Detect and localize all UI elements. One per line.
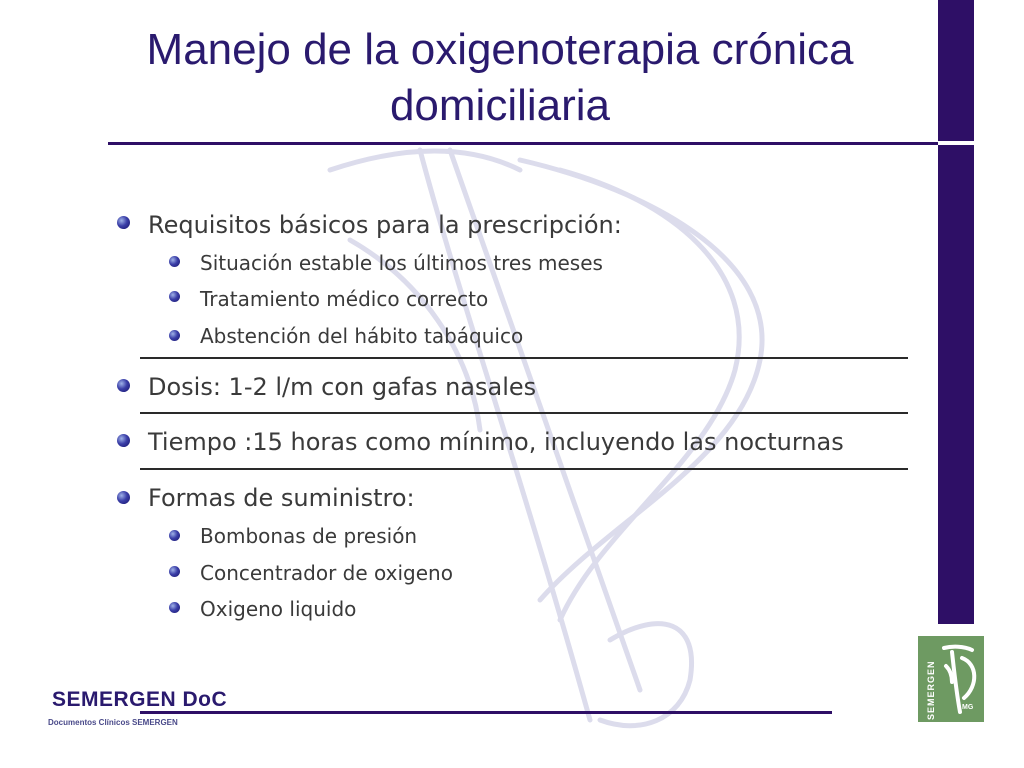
separator-line <box>140 468 908 470</box>
bullet-icon <box>117 216 130 229</box>
bullet-icon <box>169 530 180 541</box>
bullet-dosis: Dosis: 1-2 l/m con gafas nasales <box>148 373 537 401</box>
separator-line <box>140 357 908 359</box>
bullet-icon <box>169 291 180 302</box>
side-bar-gap <box>938 141 974 145</box>
bullet-liquido: Oxigeno liquido <box>200 597 357 621</box>
semergen-emblem-icon <box>938 640 982 718</box>
bullet-icon <box>117 379 130 392</box>
badge-vertical-text: SEMERGEN <box>926 660 936 720</box>
bullet-tiempo: Tiempo :15 horas como mínimo, incluyendo las nocturnas <box>148 428 844 456</box>
bullet-icon <box>169 566 180 577</box>
bullet-formas: Formas de suministro: <box>148 484 415 512</box>
separator-line <box>140 412 908 414</box>
bullet-icon <box>169 256 180 267</box>
bullet-situacion: Situación estable los últimos tres meses <box>200 251 603 275</box>
bullet-concentrador: Concentrador de oxigeno <box>200 561 453 585</box>
bullet-bombonas: Bombonas de presión <box>200 524 418 548</box>
bullet-icon <box>117 491 130 504</box>
bullet-tratamiento: Tratamiento médico correcto <box>200 287 489 311</box>
bullet-requisitos: Requisitos básicos para la prescripción: <box>148 211 622 239</box>
semergen-doc-logo: SEMERGEN DoC <box>52 688 228 711</box>
side-accent-bar <box>938 0 974 624</box>
bullet-icon <box>169 330 180 341</box>
title-divider <box>108 142 974 145</box>
semergen-doc-subtitle: Documentos Clínicos SEMERGEN <box>48 718 178 727</box>
bullet-abstencion: Abstención del hábito tabáquico <box>200 324 524 348</box>
slide-title: Manejo de la oxigenoterapia crónica domiciliaria <box>146 25 854 130</box>
bullet-icon <box>169 602 180 613</box>
footer-divider <box>140 711 832 714</box>
bullet-icon <box>117 434 130 447</box>
badge-mg-text: MG <box>962 704 974 711</box>
